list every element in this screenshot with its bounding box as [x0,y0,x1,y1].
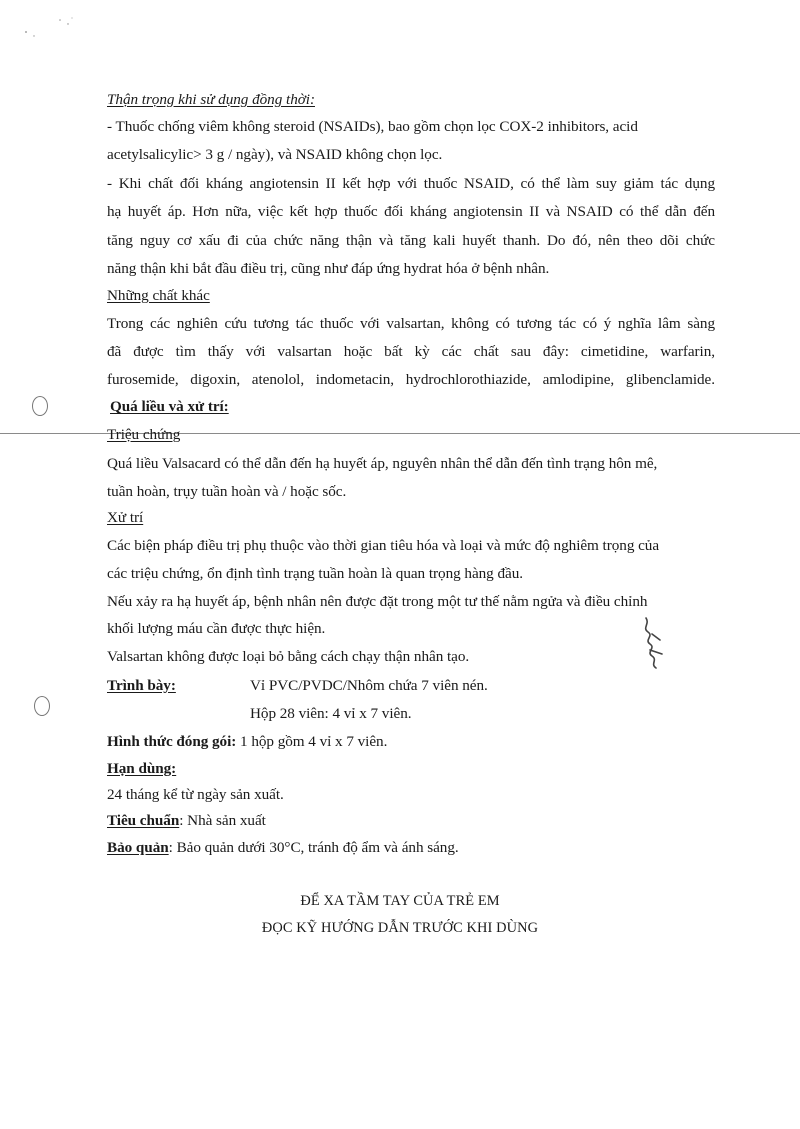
treatment-heading: Xử trí [107,509,144,526]
packaging-line [107,732,387,752]
caution-line-2: acetylsalicylic> 3 g / ngày), và NSAID không chọn lọc. [107,146,443,163]
caution-heading: Thận trọng khi sử dụng đồng thời: [107,91,315,108]
caution-line-1: - Thuốc chống viêm không steroid (NSAIDs), bao gồm chọn lọc COX-2 inhibitors, acid [107,118,638,135]
other-line-2: đã được tìm thấy với valsartan hoặc bất kỳ các chất sau đây: cimetidine, warfarin, [107,343,715,360]
caution-line-6: năng thận khi bắt đầu điều trị, cũng như đáp ứng hydrat hóa ở bệnh nhân. [107,260,550,277]
presentation-value-2: Hộp 28 viên: 4 vỉ x 7 viên. [250,705,412,722]
overdose-heading: Quá liều và xử trí: [110,398,229,415]
symptoms-heading: Triệu chứng [107,426,181,443]
packaging-value: 1 hộp gồm 4 vỉ x 7 viên. [236,733,388,750]
expiry-value: 24 tháng kể từ ngày sản xuất. [107,786,284,803]
warning-read-instructions: ĐỌC KỸ HƯỚNG DẪN TRƯỚC KHI DÙNG [261,920,539,936]
storage-label: Bảo quản [107,839,169,856]
presentation-value-1: Vỉ PVC/PVDC/Nhôm chứa 7 viên nén. [250,677,488,694]
symptoms-line-2: tuần hoàn, trụy tuần hoàn và / hoặc sốc. [107,483,347,500]
treatment-line-4: khối lượng máu cần được thực hiện. [107,620,326,637]
other-line-3: furosemide, digoxin, atenolol, indometacin, hydrochlorothiazide, amlodipine, glibenclamide. [107,371,715,388]
warning-keep-away: ĐỂ XA TẦM TAY CỦA TRẺ EM [300,893,500,909]
packaging-label: Hình thức đóng gói: [107,733,237,750]
treatment-line-2: các triệu chứng, ổn định tình trạng tuần hoàn là quan trọng hàng đầu. [107,565,523,582]
punch-hole-icon [34,696,50,716]
other-substances-heading: Những chất khác [107,287,210,304]
caution-line-3: - Khi chất đối kháng angiotensin II kết hợp với thuốc NSAID, có thể làm suy giảm tác dụng [107,175,715,192]
treatment-line-3: Nếu xảy ra hạ huyết áp, bệnh nhân nên được đặt trong một tư thế nằm ngửa và điều chỉnh [107,593,648,610]
standard-label: Tiêu chuẩn [107,812,180,829]
expiry-label: Hạn dùng: [107,760,177,777]
caution-line-5: tăng nguy cơ xấu đi của chức năng thận và tăng kali huyết thanh. Do đó, nên theo dõi chức [107,232,715,249]
storage-value: : Bảo quản dưới 30°C, tránh độ ẩm và ánh sáng. [168,839,459,856]
standard-value: : Nhà sản xuất [179,812,266,829]
other-line-1: Trong các nghiên cứu tương tác thuốc với valsartan, không có tương tác có ý nghĩa lâm sàng [107,315,715,332]
signature-icon [632,614,672,674]
scan-specks-icon [20,14,80,44]
caution-line-4: hạ huyết áp. Hơn nữa, việc kết hợp thuốc đối kháng angiotensin II và NSAID có thể dẫn đến [107,203,715,220]
storage-line [107,838,459,858]
presentation-label: Trình bày: [107,677,176,694]
treatment-line-5: Valsartan không được loại bỏ bằng cách chạy thận nhân tạo. [107,648,470,665]
punch-hole-icon [32,396,48,416]
symptoms-line-1: Quá liều Valsacard có thể dẫn đến hạ huyết áp, nguyên nhân thể dẫn đến tình trạng hôn mê, [107,455,658,472]
treatment-line-1: Các biện pháp điều trị phụ thuộc vào thời gian tiêu hóa và loại và mức độ nghiêm trọng của [107,537,660,554]
standard-line [107,811,266,831]
